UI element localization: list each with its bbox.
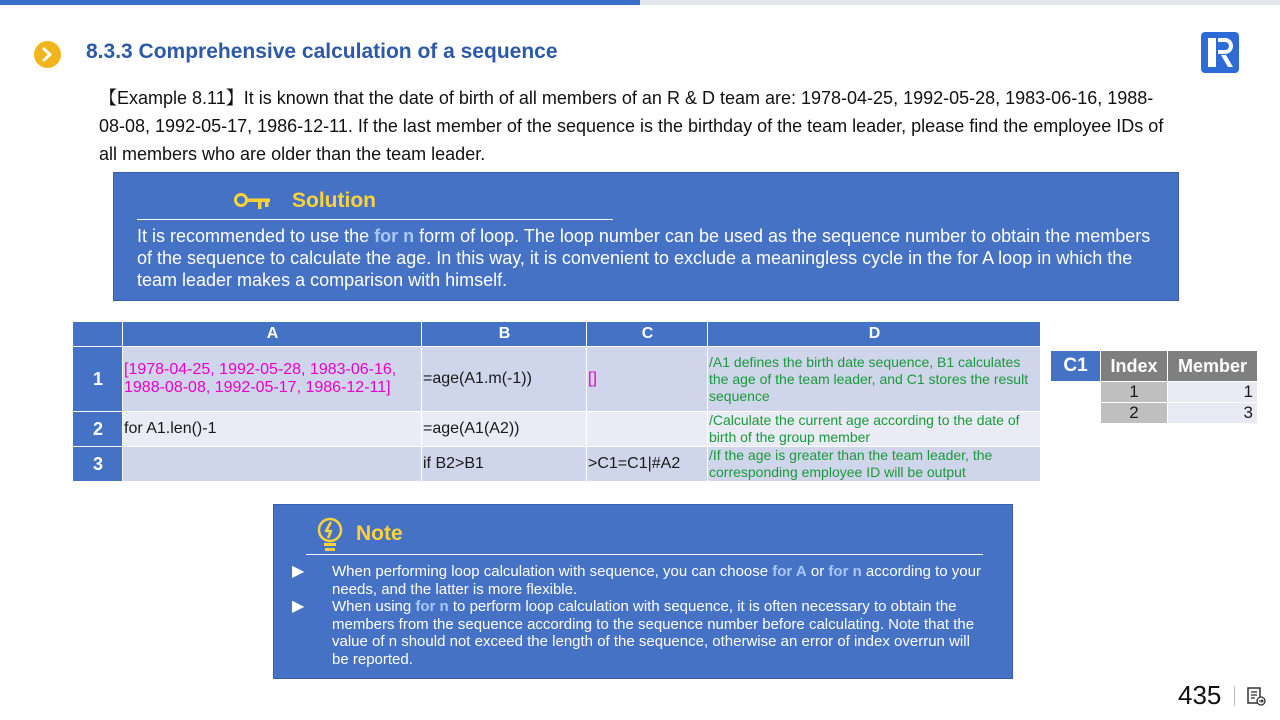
solution-title: Solution: [292, 189, 376, 212]
page-number: 435: [1178, 680, 1222, 710]
grid-row-3: [73, 447, 1041, 482]
cell-d2[interactable]: /Calculate the current age according to the date of birth of the group member: [708, 412, 1041, 447]
grid-row-1: [73, 347, 1041, 412]
brand-logo-icon: [1200, 31, 1240, 74]
key-icon: [234, 192, 272, 217]
cell-d1[interactable]: /A1 defines the birth date sequence, B1 calculates the age of the team leader, and C1 stores the result sequence: [708, 347, 1041, 412]
grid-col-header-b[interactable]: B: [422, 322, 587, 347]
result-table: [1050, 350, 1258, 424]
cell-b2[interactable]: =age(A1(A2)): [422, 412, 587, 447]
note-item-text: When performing loop calculation with sequence, you can choose for A or for n according to your needs, and the latter is more flexible.: [332, 563, 981, 598]
code-grid: [72, 321, 1041, 482]
cell-b1[interactable]: =age(A1.m(-1)): [422, 347, 587, 412]
cell-a3[interactable]: [123, 447, 422, 482]
grid-row-header[interactable]: 2: [73, 412, 123, 447]
note-item-text: When using for n to perform loop calculation with sequence, it is often necessary to obtain the members from the sequence according to the sequence number before calculating. Note that the value of n should not exceed the length of the sequence, otherwise an error of index overrun will be reported.: [332, 598, 975, 668]
note-box: [273, 504, 1013, 679]
solution-text: It is recommended to use the for n form of loop. The loop number can be used as the sequence number to obtain the members of the sequence to calculate the age. In this way, it is convenient to exclude a meaningless cycle in the for A loop in which the team leader makes a comparison with himself.: [137, 226, 1151, 290]
result-index: 1: [1101, 382, 1168, 403]
arrow-icon: ▶: [292, 563, 305, 580]
note-divider: [306, 554, 983, 555]
section-bullet-icon: [34, 41, 61, 68]
result-header-index: Index: [1101, 351, 1168, 382]
grid-corner-cell[interactable]: [73, 322, 123, 347]
solution-divider: [137, 219, 613, 220]
cell-c1[interactable]: []: [587, 347, 708, 412]
top-progress-track: [640, 0, 1280, 5]
cell-c3[interactable]: >C1=C1|#A2: [587, 447, 708, 482]
grid-row-header[interactable]: 1: [73, 347, 123, 412]
grid-header-row: [73, 322, 1041, 347]
section-title: 8.3.3 Comprehensive calculation of a sequence: [86, 40, 558, 63]
result-row: [1051, 382, 1258, 403]
result-header-row: [1051, 351, 1258, 382]
result-index: 2: [1101, 403, 1168, 424]
grid-row-2: [73, 412, 1041, 447]
grid-col-header-c[interactable]: C: [587, 322, 708, 347]
note-title: Note: [356, 522, 403, 545]
result-label: C1: [1051, 351, 1101, 382]
result-spacer: [1051, 403, 1101, 424]
result-member: 3: [1168, 403, 1258, 424]
page-separator: [1234, 686, 1235, 706]
result-member: 1: [1168, 382, 1258, 403]
cell-a2[interactable]: for A1.len()-1: [123, 412, 422, 447]
solution-highlight: for n: [374, 226, 415, 246]
cell-d3[interactable]: /If the age is greater than the team leader, the corresponding employee ID will be output: [708, 447, 1041, 482]
cell-b3[interactable]: if B2>B1: [422, 447, 587, 482]
grid-col-header-a[interactable]: A: [123, 322, 422, 347]
cell-a1[interactable]: [1978-04-25, 1992-05-28, 1983-06-16, 1988-08-08, 1992-05-17, 1986-12-11]: [123, 347, 422, 412]
solution-box: [113, 172, 1179, 301]
result-header-member: Member: [1168, 351, 1258, 382]
result-spacer: [1051, 382, 1101, 403]
result-row: [1051, 403, 1258, 424]
grid-row-header[interactable]: 3: [73, 447, 123, 482]
notes-icon[interactable]: [1246, 686, 1266, 711]
arrow-icon: ▶: [292, 598, 305, 615]
example-paragraph: 【Example 8.11】It is known that the date of birth of all members of an R & D team are: 1978-04-25, 1992-05-28, 1983-06-16, 1988-08-08, 1992-05-17, 1986-12-11. If the last member of the sequence is the birthday of the team leader, please find the employee IDs of all members who are older than the team leader.: [99, 88, 1164, 164]
cell-c2[interactable]: [587, 412, 708, 447]
lightbulb-icon: [316, 517, 344, 558]
grid-col-header-d[interactable]: D: [708, 322, 1041, 347]
top-progress-bar: [0, 0, 640, 5]
